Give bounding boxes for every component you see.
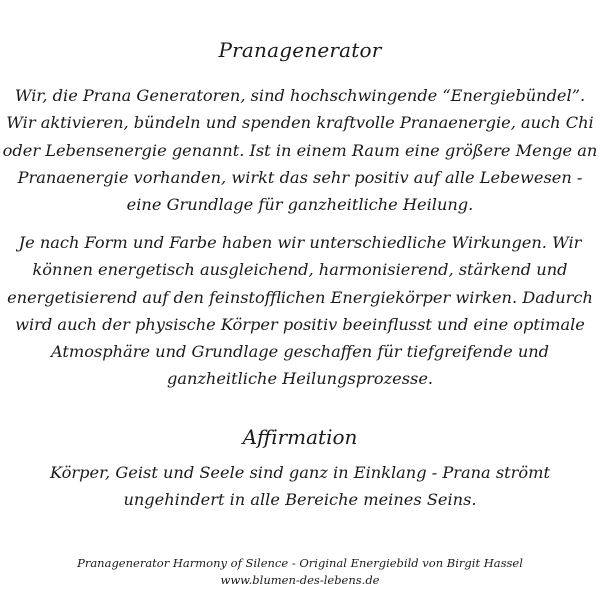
affirmation-heading: Affirmation <box>242 425 358 449</box>
paragraph-line: können energetisch ausgleichend, harmonisierend, stärkend und <box>32 260 568 280</box>
paragraph-line: eine Grundlage für ganzheitliche Heilung. <box>126 195 474 215</box>
paragraph-line: Körper, Geist und Seele sind ganz in Einklang - Prana strömt <box>49 463 551 482</box>
paragraph-line: Je nach Form und Farbe haben wir unterschiedliche Wirkungen. Wir <box>18 233 582 252</box>
paragraph-line: Wir, die Prana Generatoren, sind hochschwingende “Energiebündel”. <box>14 86 586 105</box>
paragraph-line: ganzheitliche Heilungsprozesse. <box>166 369 434 389</box>
intro-paragraph <box>0 82 600 218</box>
footer <box>0 555 600 589</box>
effects-paragraph <box>0 229 600 393</box>
page-title: Pranagenerator <box>218 38 382 62</box>
paragraph-line: Wir aktivieren, bündeln und spenden kraftvolle Pranaenergie, auch Chi <box>6 113 594 133</box>
paragraph-line: oder Lebensenergie genannt. Ist in einem Raum eine größere Menge an <box>2 140 598 160</box>
paragraph-line: wird auch der physische Körper positiv beeinflusst und eine optimale <box>15 314 585 334</box>
footer-credit: Pranagenerator Harmony of Silence - Original Energiebild von Birgit Hassel <box>77 556 523 570</box>
paragraph-line: ungehindert in alle Bereiche meines Seins. <box>123 490 477 510</box>
affirmation-paragraph <box>0 459 600 514</box>
paragraph-line: energetisierend auf den feinstofflichen Energiekörper wirken. Dadurch <box>7 287 593 307</box>
paragraph-line: Pranaenergie vorhanden, wirkt das sehr positiv auf alle Lebewesen - <box>17 167 583 187</box>
footer-website: www.blumen-des-lebens.de <box>220 573 380 587</box>
paragraph-line: Atmosphäre und Grundlage geschaffen für tiefgreifende und <box>50 342 550 362</box>
